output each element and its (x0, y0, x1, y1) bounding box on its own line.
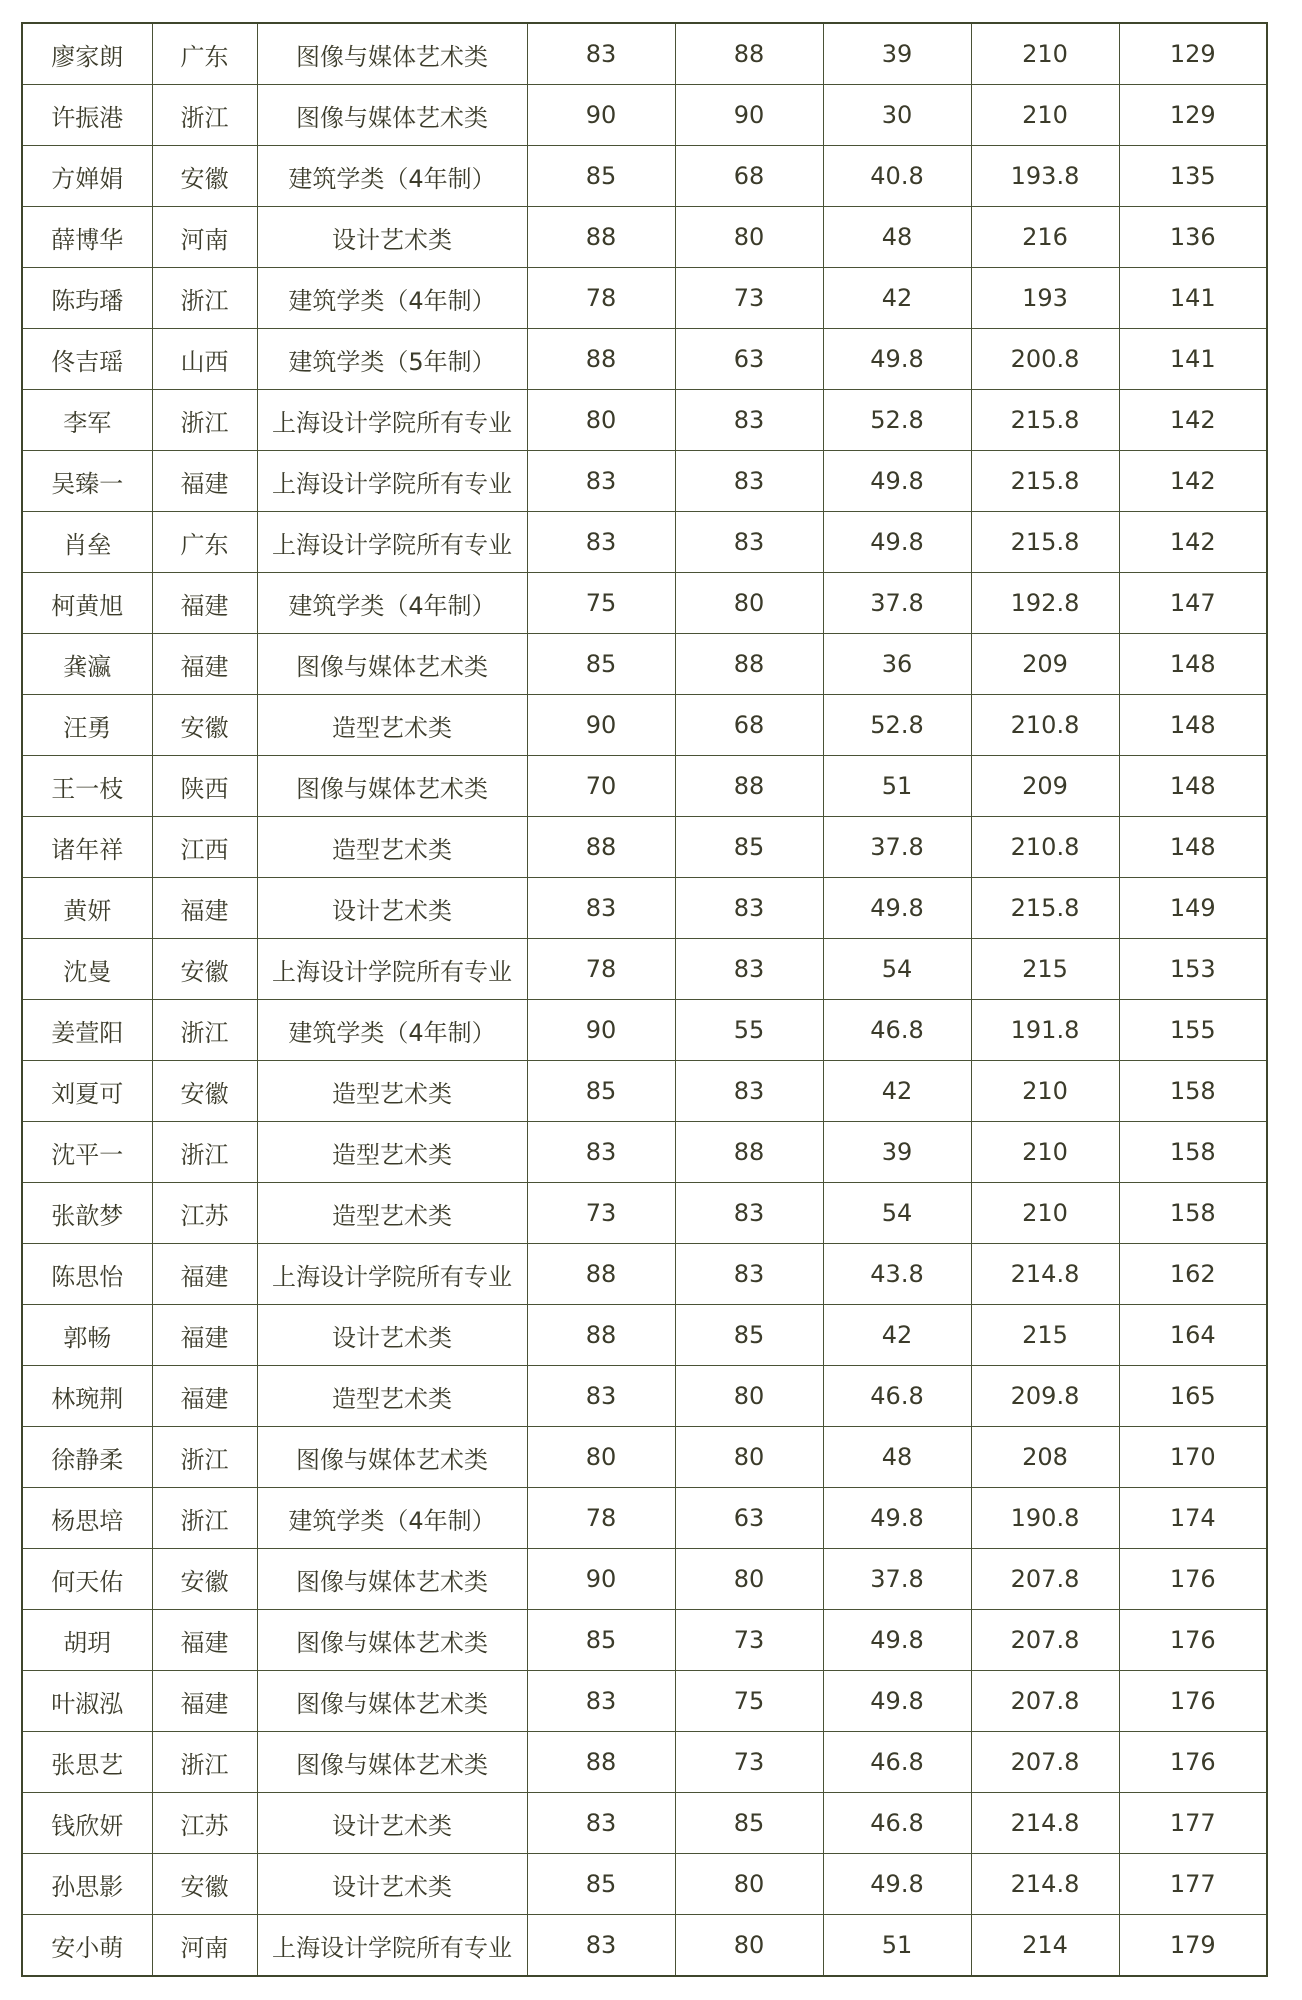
rank-cell: 142 (1119, 390, 1267, 451)
province-cell: 安徽 (152, 939, 257, 1000)
major-cell: 建筑学类（4年制） (257, 573, 527, 634)
total-score-cell: 209 (971, 756, 1119, 817)
table-row (22, 390, 1267, 451)
score-cell-2: 75 (675, 1671, 823, 1732)
score-cell-1: 83 (527, 1915, 675, 1977)
name-cell: 吴臻一 (22, 451, 152, 512)
name-cell: 李军 (22, 390, 152, 451)
score-cell-3: 46.8 (823, 1793, 971, 1854)
score-cell-3: 39 (823, 23, 971, 85)
major-cell: 上海设计学院所有专业 (257, 451, 527, 512)
rank-cell: 158 (1119, 1183, 1267, 1244)
score-cell-2: 85 (675, 817, 823, 878)
total-score-cell: 210 (971, 1122, 1119, 1183)
score-cell-2: 63 (675, 1488, 823, 1549)
province-cell: 河南 (152, 1915, 257, 1977)
name-cell: 郭畅 (22, 1305, 152, 1366)
province-cell: 浙江 (152, 1427, 257, 1488)
score-cell-2: 83 (675, 451, 823, 512)
score-cell-2: 83 (675, 939, 823, 1000)
total-score-cell: 210 (971, 1061, 1119, 1122)
province-cell: 安徽 (152, 146, 257, 207)
score-cell-1: 85 (527, 1061, 675, 1122)
rank-cell: 179 (1119, 1915, 1267, 1977)
province-cell: 广东 (152, 23, 257, 85)
table-row (22, 695, 1267, 756)
name-cell: 张歆梦 (22, 1183, 152, 1244)
rank-cell: 136 (1119, 207, 1267, 268)
province-cell: 江西 (152, 817, 257, 878)
score-cell-3: 49.8 (823, 512, 971, 573)
table-row (22, 1183, 1267, 1244)
table-row (22, 1000, 1267, 1061)
score-cell-1: 88 (527, 1305, 675, 1366)
table-row (22, 1610, 1267, 1671)
total-score-cell: 207.8 (971, 1549, 1119, 1610)
rank-cell: 129 (1119, 23, 1267, 85)
total-score-cell: 207.8 (971, 1732, 1119, 1793)
major-cell: 上海设计学院所有专业 (257, 1915, 527, 1977)
rank-cell: 170 (1119, 1427, 1267, 1488)
score-cell-1: 85 (527, 634, 675, 695)
score-cell-1: 80 (527, 1427, 675, 1488)
total-score-cell: 216 (971, 207, 1119, 268)
name-cell: 胡玥 (22, 1610, 152, 1671)
total-score-cell: 192.8 (971, 573, 1119, 634)
rank-cell: 164 (1119, 1305, 1267, 1366)
rank-cell: 176 (1119, 1549, 1267, 1610)
table-row (22, 878, 1267, 939)
score-cell-3: 52.8 (823, 390, 971, 451)
score-table-container (21, 22, 1268, 1977)
rank-cell: 141 (1119, 329, 1267, 390)
province-cell: 浙江 (152, 268, 257, 329)
rank-cell: 142 (1119, 451, 1267, 512)
score-cell-2: 80 (675, 1549, 823, 1610)
major-cell: 设计艺术类 (257, 878, 527, 939)
table-row (22, 85, 1267, 146)
score-cell-1: 88 (527, 329, 675, 390)
table-row (22, 1244, 1267, 1305)
major-cell: 造型艺术类 (257, 817, 527, 878)
name-cell: 孙思影 (22, 1854, 152, 1915)
table-row (22, 329, 1267, 390)
rank-cell: 148 (1119, 756, 1267, 817)
rank-cell: 148 (1119, 817, 1267, 878)
table-row (22, 146, 1267, 207)
major-cell: 图像与媒体艺术类 (257, 756, 527, 817)
major-cell: 建筑学类（4年制） (257, 146, 527, 207)
name-cell: 陈思怡 (22, 1244, 152, 1305)
score-cell-2: 73 (675, 268, 823, 329)
score-cell-2: 73 (675, 1610, 823, 1671)
name-cell: 何天佑 (22, 1549, 152, 1610)
score-cell-2: 80 (675, 573, 823, 634)
name-cell: 龚瀛 (22, 634, 152, 695)
rank-cell: 176 (1119, 1610, 1267, 1671)
score-cell-2: 68 (675, 146, 823, 207)
score-cell-2: 88 (675, 756, 823, 817)
score-cell-2: 80 (675, 1427, 823, 1488)
score-cell-2: 88 (675, 23, 823, 85)
province-cell: 浙江 (152, 1732, 257, 1793)
score-cell-2: 83 (675, 1061, 823, 1122)
table-row (22, 1427, 1267, 1488)
score-cell-2: 68 (675, 695, 823, 756)
table-row (22, 451, 1267, 512)
score-cell-3: 42 (823, 1061, 971, 1122)
score-cell-2: 83 (675, 390, 823, 451)
score-cell-1: 83 (527, 23, 675, 85)
score-cell-3: 37.8 (823, 1549, 971, 1610)
score-table (21, 22, 1268, 1977)
name-cell: 肖垒 (22, 512, 152, 573)
score-cell-3: 39 (823, 1122, 971, 1183)
score-cell-1: 80 (527, 390, 675, 451)
score-cell-3: 30 (823, 85, 971, 146)
score-cell-2: 83 (675, 878, 823, 939)
major-cell: 图像与媒体艺术类 (257, 1610, 527, 1671)
total-score-cell: 210 (971, 23, 1119, 85)
total-score-cell: 209 (971, 634, 1119, 695)
province-cell: 安徽 (152, 695, 257, 756)
total-score-cell: 215.8 (971, 451, 1119, 512)
province-cell: 江苏 (152, 1183, 257, 1244)
total-score-cell: 193 (971, 268, 1119, 329)
name-cell: 叶淑泓 (22, 1671, 152, 1732)
total-score-cell: 214.8 (971, 1244, 1119, 1305)
province-cell: 山西 (152, 329, 257, 390)
score-cell-2: 55 (675, 1000, 823, 1061)
rank-cell: 176 (1119, 1671, 1267, 1732)
rank-cell: 155 (1119, 1000, 1267, 1061)
major-cell: 建筑学类（5年制） (257, 329, 527, 390)
table-row (22, 207, 1267, 268)
province-cell: 福建 (152, 1305, 257, 1366)
total-score-cell: 210 (971, 1183, 1119, 1244)
table-row (22, 756, 1267, 817)
score-cell-1: 90 (527, 1000, 675, 1061)
rank-cell: 177 (1119, 1854, 1267, 1915)
major-cell: 建筑学类（4年制） (257, 1000, 527, 1061)
score-cell-1: 78 (527, 1488, 675, 1549)
table-row (22, 1793, 1267, 1854)
score-cell-2: 88 (675, 634, 823, 695)
major-cell: 建筑学类（4年制） (257, 1488, 527, 1549)
major-cell: 造型艺术类 (257, 1183, 527, 1244)
major-cell: 上海设计学院所有专业 (257, 939, 527, 1000)
score-cell-1: 83 (527, 451, 675, 512)
score-cell-2: 63 (675, 329, 823, 390)
score-cell-3: 43.8 (823, 1244, 971, 1305)
total-score-cell: 209.8 (971, 1366, 1119, 1427)
major-cell: 图像与媒体艺术类 (257, 1732, 527, 1793)
table-row (22, 817, 1267, 878)
major-cell: 造型艺术类 (257, 1366, 527, 1427)
score-cell-1: 83 (527, 878, 675, 939)
score-cell-2: 80 (675, 1366, 823, 1427)
province-cell: 福建 (152, 878, 257, 939)
name-cell: 佟吉瑶 (22, 329, 152, 390)
name-cell: 徐静柔 (22, 1427, 152, 1488)
province-cell: 福建 (152, 1244, 257, 1305)
province-cell: 浙江 (152, 1000, 257, 1061)
province-cell: 浙江 (152, 85, 257, 146)
score-cell-2: 80 (675, 207, 823, 268)
score-cell-1: 83 (527, 1793, 675, 1854)
major-cell: 图像与媒体艺术类 (257, 634, 527, 695)
score-cell-2: 85 (675, 1793, 823, 1854)
score-cell-3: 49.8 (823, 1488, 971, 1549)
rank-cell: 165 (1119, 1366, 1267, 1427)
major-cell: 设计艺术类 (257, 1854, 527, 1915)
score-cell-3: 46.8 (823, 1366, 971, 1427)
score-cell-3: 36 (823, 634, 971, 695)
name-cell: 许振港 (22, 85, 152, 146)
total-score-cell: 214.8 (971, 1854, 1119, 1915)
province-cell: 河南 (152, 207, 257, 268)
rank-cell: 153 (1119, 939, 1267, 1000)
rank-cell: 148 (1119, 695, 1267, 756)
score-cell-2: 83 (675, 1183, 823, 1244)
name-cell: 方婵娟 (22, 146, 152, 207)
name-cell: 姜萱阳 (22, 1000, 152, 1061)
total-score-cell: 207.8 (971, 1610, 1119, 1671)
major-cell: 图像与媒体艺术类 (257, 1549, 527, 1610)
score-cell-3: 37.8 (823, 817, 971, 878)
score-cell-1: 70 (527, 756, 675, 817)
major-cell: 图像与媒体艺术类 (257, 23, 527, 85)
province-cell: 福建 (152, 1366, 257, 1427)
name-cell: 张思艺 (22, 1732, 152, 1793)
rank-cell: 149 (1119, 878, 1267, 939)
table-row (22, 1366, 1267, 1427)
score-cell-1: 83 (527, 1122, 675, 1183)
major-cell: 图像与媒体艺术类 (257, 1427, 527, 1488)
province-cell: 浙江 (152, 1122, 257, 1183)
province-cell: 福建 (152, 1610, 257, 1671)
major-cell: 造型艺术类 (257, 695, 527, 756)
score-cell-3: 49.8 (823, 1854, 971, 1915)
score-cell-3: 37.8 (823, 573, 971, 634)
rank-cell: 177 (1119, 1793, 1267, 1854)
rank-cell: 135 (1119, 146, 1267, 207)
rank-cell: 162 (1119, 1244, 1267, 1305)
major-cell: 上海设计学院所有专业 (257, 512, 527, 573)
score-cell-3: 49.8 (823, 1671, 971, 1732)
score-cell-2: 83 (675, 512, 823, 573)
province-cell: 安徽 (152, 1549, 257, 1610)
score-cell-1: 83 (527, 1366, 675, 1427)
table-row (22, 1915, 1267, 1977)
major-cell: 造型艺术类 (257, 1122, 527, 1183)
rank-cell: 147 (1119, 573, 1267, 634)
total-score-cell: 210.8 (971, 817, 1119, 878)
score-cell-1: 88 (527, 817, 675, 878)
province-cell: 浙江 (152, 390, 257, 451)
table-row (22, 1305, 1267, 1366)
total-score-cell: 215 (971, 939, 1119, 1000)
total-score-cell: 200.8 (971, 329, 1119, 390)
rank-cell: 148 (1119, 634, 1267, 695)
major-cell: 设计艺术类 (257, 207, 527, 268)
rank-cell: 158 (1119, 1061, 1267, 1122)
province-cell: 广东 (152, 512, 257, 573)
rank-cell: 158 (1119, 1122, 1267, 1183)
score-cell-2: 73 (675, 1732, 823, 1793)
major-cell: 造型艺术类 (257, 1061, 527, 1122)
score-cell-3: 40.8 (823, 146, 971, 207)
score-cell-3: 42 (823, 268, 971, 329)
province-cell: 安徽 (152, 1854, 257, 1915)
name-cell: 诸年祥 (22, 817, 152, 878)
total-score-cell: 193.8 (971, 146, 1119, 207)
rank-cell: 176 (1119, 1732, 1267, 1793)
score-cell-1: 78 (527, 939, 675, 1000)
score-cell-2: 85 (675, 1305, 823, 1366)
province-cell: 江苏 (152, 1793, 257, 1854)
table-body (22, 23, 1267, 1976)
province-cell: 福建 (152, 573, 257, 634)
name-cell: 汪勇 (22, 695, 152, 756)
score-cell-3: 48 (823, 207, 971, 268)
total-score-cell: 210.8 (971, 695, 1119, 756)
total-score-cell: 190.8 (971, 1488, 1119, 1549)
table-row (22, 1732, 1267, 1793)
score-cell-2: 80 (675, 1915, 823, 1977)
rank-cell: 174 (1119, 1488, 1267, 1549)
name-cell: 安小萌 (22, 1915, 152, 1977)
table-row (22, 1488, 1267, 1549)
total-score-cell: 207.8 (971, 1671, 1119, 1732)
score-cell-1: 85 (527, 1854, 675, 1915)
province-cell: 福建 (152, 634, 257, 695)
score-cell-3: 49.8 (823, 1610, 971, 1671)
total-score-cell: 208 (971, 1427, 1119, 1488)
table-row (22, 1061, 1267, 1122)
name-cell: 沈曼 (22, 939, 152, 1000)
name-cell: 杨思培 (22, 1488, 152, 1549)
score-cell-3: 51 (823, 756, 971, 817)
score-cell-3: 49.8 (823, 329, 971, 390)
name-cell: 柯黄旭 (22, 573, 152, 634)
score-cell-1: 90 (527, 1549, 675, 1610)
score-cell-1: 88 (527, 1244, 675, 1305)
total-score-cell: 191.8 (971, 1000, 1119, 1061)
score-cell-1: 88 (527, 1732, 675, 1793)
score-cell-3: 46.8 (823, 1732, 971, 1793)
score-cell-1: 83 (527, 1671, 675, 1732)
score-cell-3: 49.8 (823, 878, 971, 939)
score-cell-3: 52.8 (823, 695, 971, 756)
table-row (22, 1854, 1267, 1915)
major-cell: 上海设计学院所有专业 (257, 390, 527, 451)
name-cell: 陈玙璠 (22, 268, 152, 329)
name-cell: 沈平一 (22, 1122, 152, 1183)
score-cell-3: 46.8 (823, 1000, 971, 1061)
total-score-cell: 215.8 (971, 390, 1119, 451)
table-row (22, 23, 1267, 85)
rank-cell: 142 (1119, 512, 1267, 573)
table-row (22, 573, 1267, 634)
name-cell: 廖家朗 (22, 23, 152, 85)
province-cell: 陕西 (152, 756, 257, 817)
table-row (22, 1549, 1267, 1610)
score-cell-1: 90 (527, 85, 675, 146)
score-cell-2: 90 (675, 85, 823, 146)
major-cell: 上海设计学院所有专业 (257, 1244, 527, 1305)
score-cell-1: 75 (527, 573, 675, 634)
table-row (22, 512, 1267, 573)
province-cell: 福建 (152, 1671, 257, 1732)
score-cell-1: 85 (527, 1610, 675, 1671)
score-cell-1: 78 (527, 268, 675, 329)
name-cell: 钱欣妍 (22, 1793, 152, 1854)
table-row (22, 1671, 1267, 1732)
score-cell-1: 88 (527, 207, 675, 268)
province-cell: 浙江 (152, 1488, 257, 1549)
total-score-cell: 214 (971, 1915, 1119, 1977)
total-score-cell: 214.8 (971, 1793, 1119, 1854)
score-cell-3: 42 (823, 1305, 971, 1366)
score-cell-1: 90 (527, 695, 675, 756)
province-cell: 安徽 (152, 1061, 257, 1122)
score-cell-3: 54 (823, 939, 971, 1000)
major-cell: 建筑学类（4年制） (257, 268, 527, 329)
score-cell-3: 49.8 (823, 451, 971, 512)
score-cell-3: 51 (823, 1915, 971, 1977)
major-cell: 设计艺术类 (257, 1305, 527, 1366)
score-cell-3: 48 (823, 1427, 971, 1488)
name-cell: 薛博华 (22, 207, 152, 268)
name-cell: 刘夏可 (22, 1061, 152, 1122)
rank-cell: 129 (1119, 85, 1267, 146)
table-row (22, 268, 1267, 329)
table-row (22, 634, 1267, 695)
total-score-cell: 215.8 (971, 512, 1119, 573)
score-cell-2: 80 (675, 1854, 823, 1915)
major-cell: 图像与媒体艺术类 (257, 1671, 527, 1732)
score-cell-1: 85 (527, 146, 675, 207)
name-cell: 黄妍 (22, 878, 152, 939)
province-cell: 福建 (152, 451, 257, 512)
table-row (22, 939, 1267, 1000)
total-score-cell: 215.8 (971, 878, 1119, 939)
score-cell-1: 83 (527, 512, 675, 573)
name-cell: 王一枝 (22, 756, 152, 817)
score-cell-2: 88 (675, 1122, 823, 1183)
major-cell: 图像与媒体艺术类 (257, 85, 527, 146)
total-score-cell: 210 (971, 85, 1119, 146)
total-score-cell: 215 (971, 1305, 1119, 1366)
score-cell-3: 54 (823, 1183, 971, 1244)
score-cell-1: 73 (527, 1183, 675, 1244)
table-row (22, 1122, 1267, 1183)
rank-cell: 141 (1119, 268, 1267, 329)
score-cell-2: 83 (675, 1244, 823, 1305)
name-cell: 林琬荆 (22, 1366, 152, 1427)
major-cell: 设计艺术类 (257, 1793, 527, 1854)
